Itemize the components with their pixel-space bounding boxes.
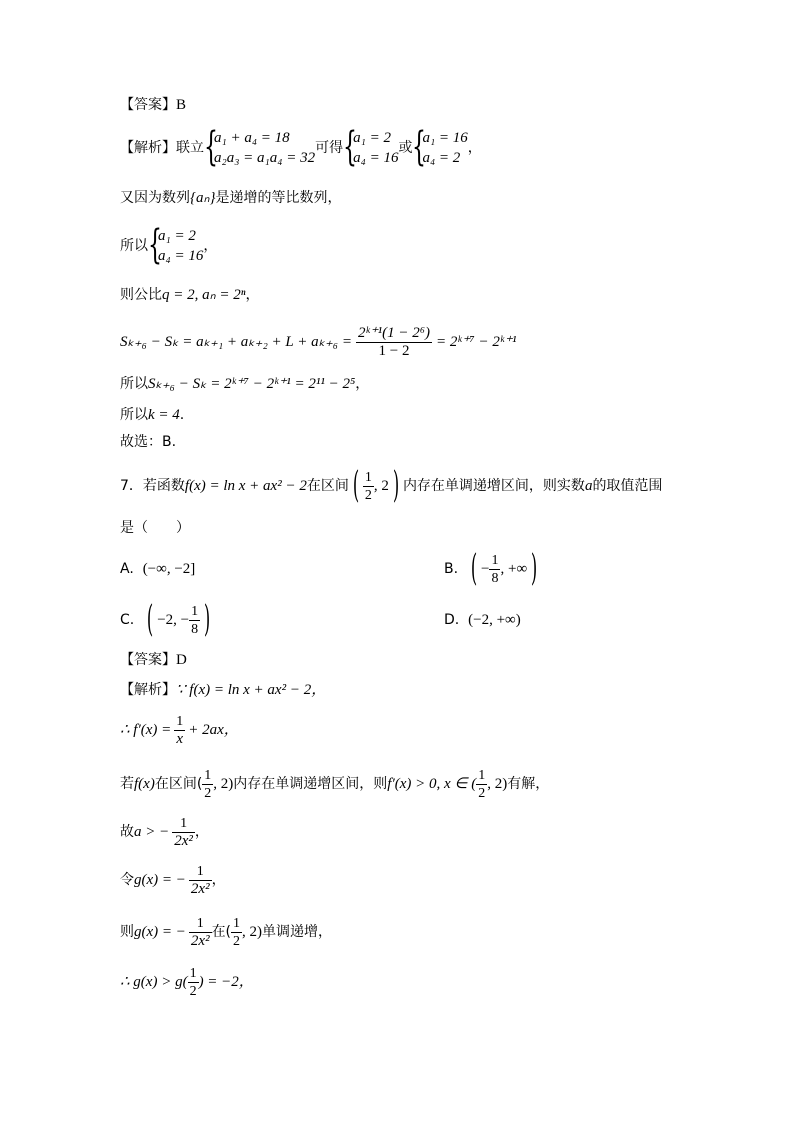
system-row: a₄ = 2 — [422, 150, 461, 166]
solution-line-4 — [120, 285, 259, 305]
system-row: a₁ + a₄ = 18 — [214, 130, 290, 146]
math-expression: , 2) — [487, 776, 508, 792]
punctuation: ， — [467, 140, 482, 156]
fraction-numerator: 1 — [189, 915, 212, 933]
option-label: C. — [120, 612, 135, 628]
fraction-numerator: 2ᵏ⁺¹(1 − 2⁶) — [358, 324, 430, 341]
option-text: (−2, +∞) — [468, 612, 521, 628]
math-expression: g(x) = − — [134, 872, 186, 888]
option-b — [444, 546, 541, 592]
fraction-denominator: 2 — [364, 487, 372, 503]
paren-left: ( — [352, 465, 360, 506]
solution-conclusion: 故选：B. — [120, 434, 177, 450]
math-expression: q = 2, aₙ = 2ⁿ — [162, 287, 246, 303]
math-function: f(x) — [134, 776, 155, 792]
fraction-numerator: 1 — [172, 815, 195, 833]
fraction-denominator: 2 — [233, 933, 241, 949]
equation-system-4: { a₁ = 2 a₄ = 16 — [148, 222, 204, 268]
text: 有解， — [507, 776, 550, 792]
equation-system-3: { a₁ = 16 a₄ = 2 — [412, 124, 468, 170]
text: 则 — [120, 924, 134, 940]
math-expression: , 2) — [213, 776, 234, 792]
text: 在区间( — [154, 776, 203, 792]
solution2-line-7 — [120, 962, 254, 1002]
option-text: −2, − — [157, 612, 190, 628]
fraction — [189, 603, 200, 638]
math-expression: ∵ f(x) = ln x + ax² − 2， — [176, 682, 327, 698]
fraction-numerator: 1 — [478, 767, 486, 783]
fraction — [172, 815, 195, 850]
text-lianli: 联立 — [176, 140, 204, 156]
fraction-denominator: 2x² — [190, 932, 210, 949]
text: 故 — [120, 824, 134, 840]
math-expression: k = 4 — [148, 407, 180, 423]
question-7-stem — [120, 462, 662, 510]
solution2-line-1 — [120, 680, 326, 700]
fraction — [476, 767, 487, 802]
paren-left: ( — [147, 599, 154, 640]
math-expression: ) = −2， — [198, 974, 254, 990]
fraction — [202, 767, 213, 802]
fraction-numerator: 1 — [233, 915, 241, 931]
punctuation: ， — [245, 287, 260, 303]
punctuation: ， — [203, 238, 218, 254]
fraction-numerator: 1 — [364, 469, 372, 485]
option-text: (−∞, −2] — [142, 561, 196, 577]
option-c — [120, 597, 214, 643]
math-expression: ∴ f′(x) = — [120, 722, 172, 738]
solution-line-7 — [120, 405, 184, 425]
option-text: − — [481, 561, 490, 577]
fraction-denominator: 2x² — [190, 880, 210, 897]
system-row: a₂a₃ = a₁a₄ = 32 — [214, 150, 316, 166]
fraction-denominator: 2x² — [174, 832, 193, 849]
math-expression: = 2ᵏ⁺⁷ − 2ᵏ⁺¹ — [436, 334, 517, 350]
text-huo: 或 — [398, 140, 413, 156]
fraction-numerator: 1 — [189, 863, 212, 881]
solution2-line-4 — [120, 812, 209, 852]
text: 在( — [211, 924, 232, 940]
math-var: a — [584, 478, 593, 494]
punctuation: ， — [194, 824, 209, 840]
paren-right: ) — [392, 465, 400, 506]
fraction-numerator: 1 — [176, 713, 184, 729]
equation-system-2: { a₁ = 2 a₄ = 16 — [343, 124, 399, 170]
math-expression: g(x) = − — [134, 924, 186, 940]
solution-line-1 — [120, 124, 482, 172]
solution-line-3 — [120, 222, 217, 270]
fraction-denominator: 2 — [204, 785, 212, 801]
fraction — [189, 915, 212, 950]
answer-value: B — [176, 97, 187, 113]
option-label: B. — [444, 561, 459, 577]
fraction — [174, 713, 185, 748]
text: 单调递增， — [262, 924, 333, 940]
fraction-denominator: 8 — [491, 570, 499, 586]
fraction — [363, 469, 374, 504]
solution2-line-5 — [120, 860, 226, 900]
fraction-numerator: 1 — [491, 552, 499, 568]
option-label: A. — [120, 561, 134, 577]
math-expression: ∴ g(x) > g( — [120, 974, 188, 990]
answer-line-2 — [120, 650, 187, 670]
punctuation: . — [179, 407, 185, 423]
paren-left: ( — [470, 548, 478, 589]
math-expression: Sₖ₊₆ − Sₖ = aₖ₊₁ + aₖ₊₂ + L + aₖ₊₆ = — [120, 334, 353, 350]
question-number: 7．若函数 — [120, 478, 185, 494]
system-row: a₁ = 16 — [422, 130, 468, 146]
fraction — [189, 863, 212, 898]
text: 内存在单调递增区间，则实数 — [402, 478, 585, 494]
option-d — [444, 610, 521, 630]
text: 内存在单调递增区间，则 — [233, 776, 388, 792]
text: 所以 — [120, 376, 148, 392]
fraction — [188, 965, 199, 1000]
system-row: a₄ = 16 — [158, 248, 204, 264]
math-expression: , 2) — [242, 924, 263, 940]
paren-right: ) — [203, 599, 211, 640]
fraction — [489, 552, 500, 587]
fraction-denominator: 2 — [478, 785, 486, 801]
text: 所以 — [120, 407, 148, 423]
text: 则公比 — [120, 287, 162, 303]
system-row: a₁ = 2 — [158, 228, 196, 244]
math-expression: f′(x) > 0, x ∈ ( — [387, 776, 477, 792]
solution2-line-6 — [120, 912, 332, 952]
fraction-numerator: 1 — [189, 965, 197, 981]
answer-label: 【答案】 — [120, 97, 176, 113]
option-text: , +∞ — [500, 561, 528, 577]
answer-value: D — [176, 652, 187, 668]
option-label: D. — [444, 612, 460, 628]
fraction-denominator: 2 — [189, 983, 197, 999]
fraction — [356, 325, 432, 360]
solution-line-6 — [120, 374, 369, 394]
fraction-denominator: 1 − 2 — [378, 342, 410, 359]
fraction — [231, 915, 242, 950]
math-sequence: {aₙ} — [190, 190, 216, 206]
fraction-denominator: x — [176, 730, 184, 747]
solution2-line-2 — [120, 710, 239, 750]
fraction-numerator: 1 — [191, 603, 199, 619]
system-row: a₁ = 2 — [353, 130, 391, 146]
math-function: f(x) = ln x + ax² − 2 — [184, 478, 307, 494]
solution-label: 【解析】 — [120, 140, 176, 156]
text: 又因为数列 — [120, 190, 190, 206]
equation-system-1: { a₁ + a₄ = 18 a₂a₃ = a₁a₄ = 32 — [204, 124, 316, 170]
fraction-numerator: 1 — [204, 767, 212, 783]
punctuation: ， — [355, 376, 370, 392]
math-expression: + 2ax， — [188, 722, 239, 738]
text-kede: 可得 — [315, 140, 344, 156]
solution2-line-3 — [120, 764, 549, 804]
option-a — [120, 559, 195, 579]
interval-tail: , 2 — [373, 478, 389, 494]
solution-label: 【解析】 — [120, 682, 176, 698]
math-expression: a > − — [134, 824, 170, 840]
solution-line-2 — [120, 188, 341, 208]
text: 在区间 — [306, 478, 349, 494]
text: 的取值范围 — [592, 478, 663, 494]
text: 若 — [120, 776, 134, 792]
text: 是递增的等比数列， — [215, 190, 342, 206]
system-row: a₄ = 16 — [353, 150, 399, 166]
math-expression: Sₖ₊₆ − Sₖ = 2ᵏ⁺⁷ − 2ᵏ⁺¹ = 2¹¹ − 2⁵ — [148, 376, 356, 392]
punctuation: ， — [211, 872, 226, 888]
paren-right: ) — [531, 548, 538, 589]
text: 令 — [120, 872, 134, 888]
answer-label: 【答案】 — [120, 652, 176, 668]
answer-line-1 — [120, 95, 186, 115]
solution-line-5 — [120, 320, 516, 364]
fraction-denominator: 8 — [191, 621, 199, 637]
question-7-stem-cont: 是（ ） — [120, 520, 190, 536]
text: 所以 — [120, 238, 148, 254]
